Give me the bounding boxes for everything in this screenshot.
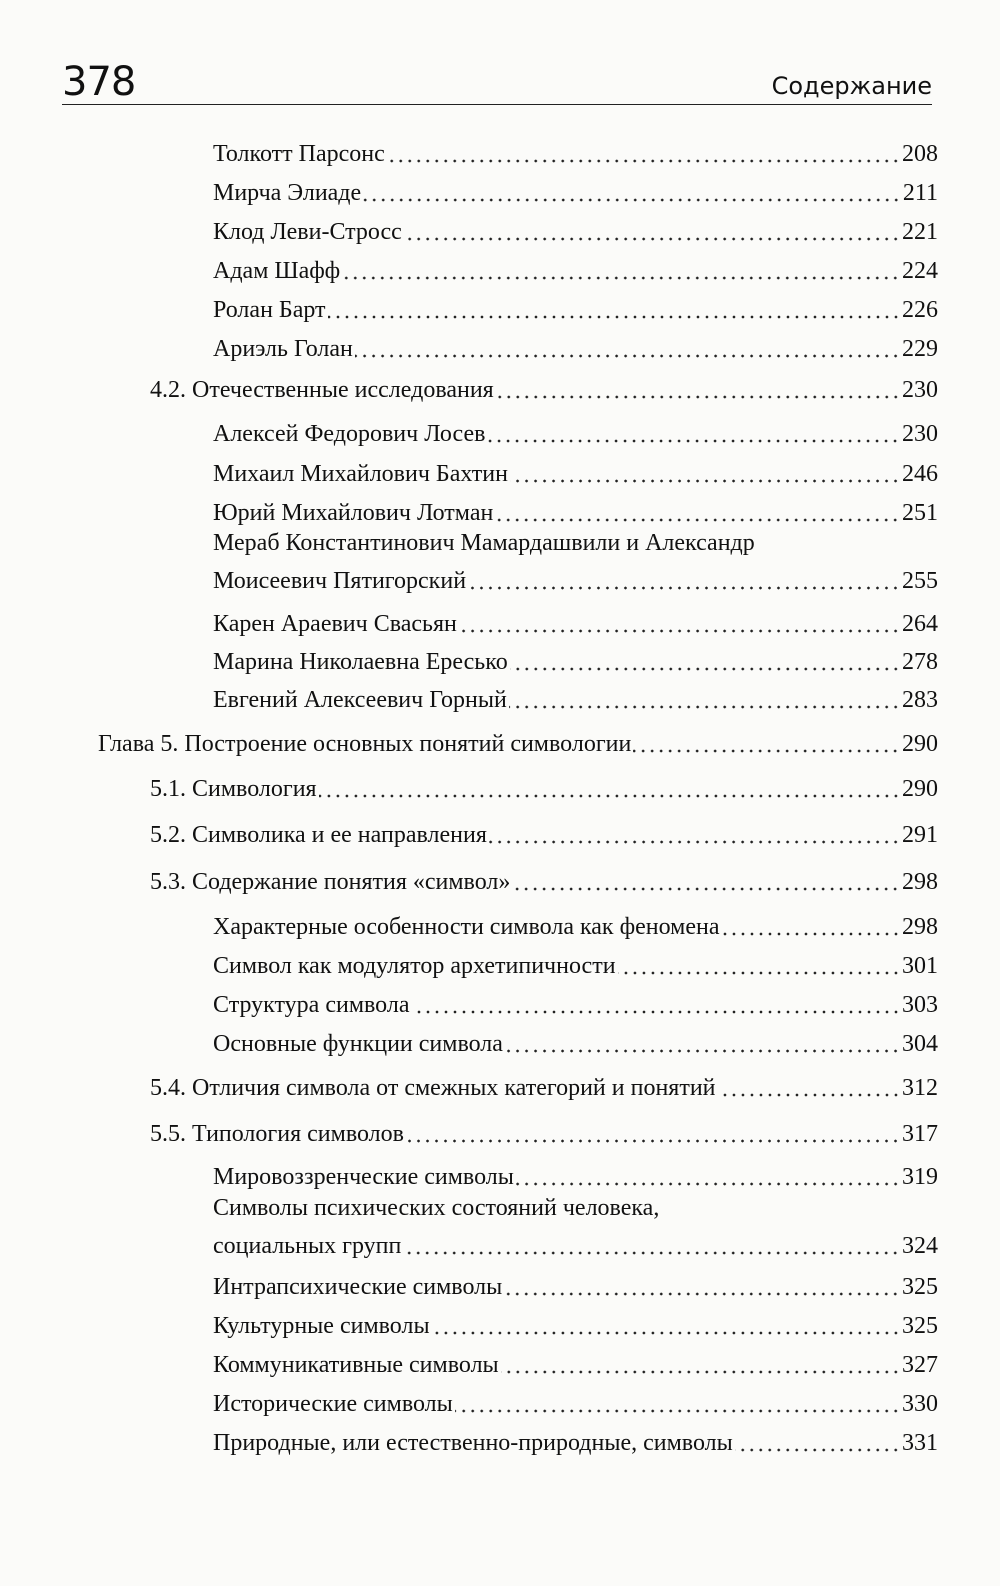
dot-leader — [387, 159, 900, 163]
dot-leader — [432, 1331, 900, 1335]
toc-page: 278 — [902, 649, 938, 675]
toc-label-line1: Мераб Константинович Мамардашвили и Александр — [213, 530, 755, 556]
toc-entry[interactable]: 5.2. Символика и ее направления 291 — [150, 816, 938, 854]
toc-page: 229 — [902, 336, 938, 362]
dot-leader — [468, 586, 900, 590]
dot-leader — [618, 971, 900, 975]
toc-entry[interactable]: Адам Шафф 224 — [213, 252, 938, 290]
dot-leader — [355, 354, 900, 358]
dot-leader — [505, 1049, 900, 1053]
toc-page: 317 — [902, 1121, 938, 1147]
toc-page: 325 — [902, 1274, 938, 1300]
toc-entry[interactable]: Марина Николаевна Ересько 278 — [213, 643, 938, 681]
toc-page: 290 — [902, 776, 938, 802]
toc-entry[interactable]: Евгений Алексеевич Горный 283 — [213, 681, 938, 719]
dot-leader — [489, 840, 900, 844]
toc-page: 331 — [902, 1430, 938, 1456]
dot-leader — [495, 518, 900, 522]
toc-page: 246 — [902, 461, 938, 487]
dot-leader — [510, 667, 900, 671]
toc-page: 226 — [902, 297, 938, 323]
toc-page: 224 — [902, 258, 938, 284]
toc-page: 264 — [902, 611, 938, 637]
dot-leader — [342, 276, 900, 280]
dot-leader — [633, 749, 900, 753]
toc-entry[interactable]: 5.1. Симвология 290 — [150, 770, 938, 808]
toc-entry[interactable]: Мирча Элиаде 211 — [213, 174, 938, 212]
toc-page: 303 — [902, 992, 938, 1018]
toc-entry[interactable]: Символ как модулятор архетипичности 301 — [213, 947, 938, 985]
dot-leader — [459, 629, 900, 633]
toc-entry[interactable]: Характерные особенности символа как феномена 298 — [213, 908, 938, 946]
dot-leader — [412, 1010, 901, 1014]
section-title: Содержание — [771, 72, 932, 100]
toc-entry[interactable]: 5.4. Отличия символа от смежных категорий и понятий 312 — [150, 1069, 938, 1107]
toc-page: 325 — [902, 1313, 938, 1339]
toc-entry[interactable]: Исторические символы 330 — [213, 1385, 938, 1423]
toc-entry[interactable]: Юрий Михайлович Лотман 251 — [213, 494, 938, 532]
dot-leader — [487, 439, 900, 443]
toc-page: 283 — [902, 687, 938, 713]
dot-leader — [501, 1370, 900, 1374]
toc-entry[interactable]: Глава 5. Построение основных понятий символогии 290 — [98, 725, 938, 763]
toc-page: 291 — [902, 822, 938, 848]
toc-page: 208 — [902, 141, 938, 167]
dot-leader — [718, 1093, 900, 1097]
dot-leader — [516, 1182, 900, 1186]
toc-page: 312 — [902, 1075, 938, 1101]
toc-entry[interactable]: Структура символа 303 — [213, 986, 938, 1024]
toc-page: 251 — [902, 500, 938, 526]
dot-leader — [510, 479, 900, 483]
page-number: 378 — [62, 59, 136, 105]
toc-page: 330 — [902, 1391, 938, 1417]
toc-page: 324 — [902, 1233, 938, 1259]
toc-page: 230 — [902, 377, 938, 403]
dot-leader — [509, 705, 900, 709]
toc-entry[interactable]: Михаил Михайлович Бахтин 246 — [213, 455, 938, 493]
toc-entry[interactable]: 4.2. Отечественные исследования 230 — [150, 371, 938, 409]
toc-page: 327 — [902, 1352, 938, 1378]
toc-entry[interactable]: Интрапсихические символы 325 — [213, 1268, 938, 1306]
toc-entry[interactable]: Мераб Константинович Мамардашвили и Александр Моисеевич Пятигорский 255 — [213, 562, 938, 600]
dot-leader — [403, 1251, 900, 1255]
toc-entry[interactable]: Ариэль Голан 229 — [213, 330, 938, 368]
toc-entry[interactable]: Коммуникативные символы 327 — [213, 1346, 938, 1384]
toc-page: 298 — [902, 869, 938, 895]
dot-leader — [455, 1409, 900, 1413]
dot-leader — [328, 315, 900, 319]
dot-leader — [504, 1292, 900, 1296]
dot-leader — [512, 887, 900, 891]
toc-page: 319 — [902, 1164, 938, 1190]
toc-entry[interactable]: Толкотт Парсонс 208 — [213, 135, 938, 173]
toc-page: 290 — [902, 731, 938, 757]
toc-entry[interactable]: Природные, или естественно-природные, символы 331 — [213, 1424, 938, 1462]
toc-entry[interactable]: Мировоззренческие символы 319 — [213, 1158, 938, 1196]
toc-label-line1: Символы психических состояний человека, — [213, 1195, 660, 1221]
toc-page: 230 — [902, 421, 938, 447]
toc-entry[interactable]: 5.5. Типология символов 317 — [150, 1115, 938, 1153]
toc-page: 304 — [902, 1031, 938, 1057]
toc-entry[interactable]: Основные функции символа 304 — [213, 1025, 938, 1063]
dot-leader — [722, 932, 900, 936]
toc-entry[interactable]: Алексей Федорович Лосев 230 — [213, 415, 938, 453]
toc-entry[interactable]: Клод Леви-Стросс 221 — [213, 213, 938, 251]
toc-entry[interactable]: Ролан Барт 226 — [213, 291, 938, 329]
dot-leader — [496, 395, 900, 399]
dot-leader — [404, 237, 900, 241]
dot-leader — [735, 1448, 900, 1452]
toc-entry[interactable]: Карен Араевич Свасьян 264 — [213, 605, 938, 643]
toc-page: 298 — [902, 914, 938, 940]
dot-leader — [363, 198, 901, 202]
toc-page: 211 — [902, 180, 938, 206]
toc-page: 301 — [902, 953, 938, 979]
toc-page: 255 — [902, 568, 938, 594]
toc-page: 221 — [902, 219, 938, 245]
toc-entry[interactable]: 5.3. Содержание понятия «символ» 298 — [150, 863, 938, 901]
toc-entry[interactable]: Культурные символы 325 — [213, 1307, 938, 1345]
dot-leader — [319, 794, 900, 798]
toc-entry[interactable]: Символы психических состояний человека, социальных групп 324 — [213, 1227, 938, 1265]
dot-leader — [406, 1139, 900, 1143]
